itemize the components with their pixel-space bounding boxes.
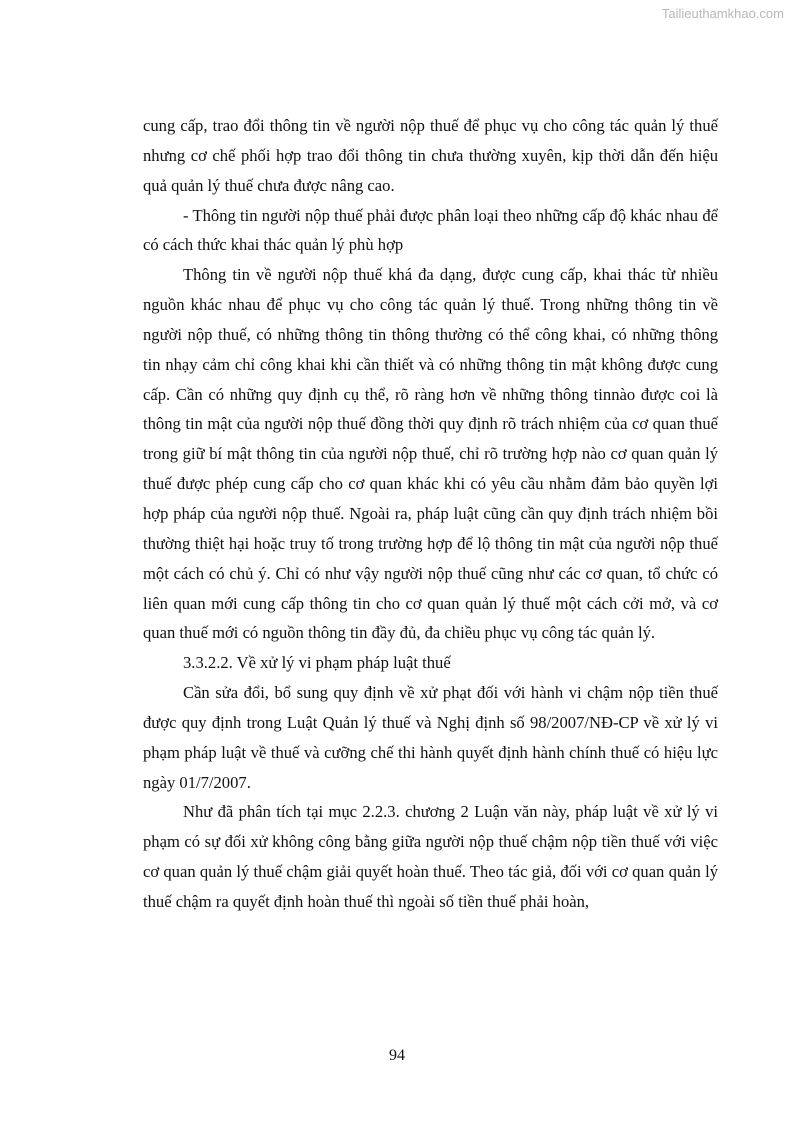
watermark: Tailieuthamkhao.com	[661, 6, 784, 21]
paragraph-continuation: cung cấp, trao đổi thông tin về người nộp thuế để phục vụ cho công tác quản lý thuế nhưng cơ chế phối hợp trao đổi thông tin chưa thường xuyên, kịp thời dẫn đến hiệu quả quản lý thuế chưa được nâng cao.	[143, 116, 718, 195]
section-heading: 3.3.2.2. Về xử lý vi phạm pháp luật thuế	[183, 653, 451, 673]
paragraph-taxpayer-information: Thông tin về người nộp thuế khá đa dạng, được cung cấp, khai thác từ nhiều nguồn khác nhau để phục vụ cho công tác quản lý thuế. Trong những thông tin về người nộp thuế, có những thông tin thông thường có thể công khai, có những thông tin nhạy cảm chỉ công khai khi cần thiết và có những thông tin mật không được cung cấp. Cần có những quy định cụ thể, rõ ràng hơn về những thông tinnào được coi là thông tin mật của người nộp thuế đồng thời quy định rõ trách nhiệm của cơ quan thuế trong giữ bí mật thông tin của người nộp thuế, chỉ rõ trường hợp nào cơ quan quản lý thuế được phép cung cấp cho cơ quan khác khi có yêu cầu nhằm đảm bảo quyền lợi hợp pháp của người nộp thuế. Ngoài ra, pháp luật cũng cần quy định trách nhiệm bồi thường thiệt hại hoặc truy tố trong trường hợp để lộ thông tin mật của người nộp thuế một cách có chủ ý. Chỉ có như vậy người nộp thuế cũng như các cơ quan, tổ chức có liên quan mới cung cấp thông tin cho cơ quan quản lý thuế một cách cởi mở, và cơ quan thuế mới có nguồn thông tin đầy đủ, đa chiều phục vụ công tác quản lý.	[143, 265, 718, 643]
paragraph-bullet-classification: - Thông tin người nộp thuế phải được phân loại theo những cấp độ khác nhau để có cách thức khai thác quản lý phù hợp	[143, 205, 718, 255]
document-body	[143, 111, 718, 917]
paragraph-analysis: Như đã phân tích tại mục 2.2.3. chương 2 Luận văn này, pháp luật về xử lý vi phạm có sự đối xử không công bằng giữa người nộp thuế chậm nộp tiền thuế với việc cơ quan quản lý thuế chậm giải quyết hoàn thuế. Theo tác giả, đối với cơ quan quản lý thuế chậm ra quyết định hoàn thuế thì ngoài số tiền thuế phải hoàn,	[143, 802, 718, 911]
page-number: 94	[389, 1047, 405, 1064]
paragraph-amendment: Cần sửa đổi, bổ sung quy định về xử phạt đối với hành vi chậm nộp tiền thuế được quy định trong Luật Quản lý thuế và Nghị định số 98/2007/NĐ-CP về xử lý vi phạm pháp luật về thuế và cưỡng chế thi hành quyết định hành chính thuế có hiệu lực ngày 01/7/2007.	[143, 683, 718, 792]
